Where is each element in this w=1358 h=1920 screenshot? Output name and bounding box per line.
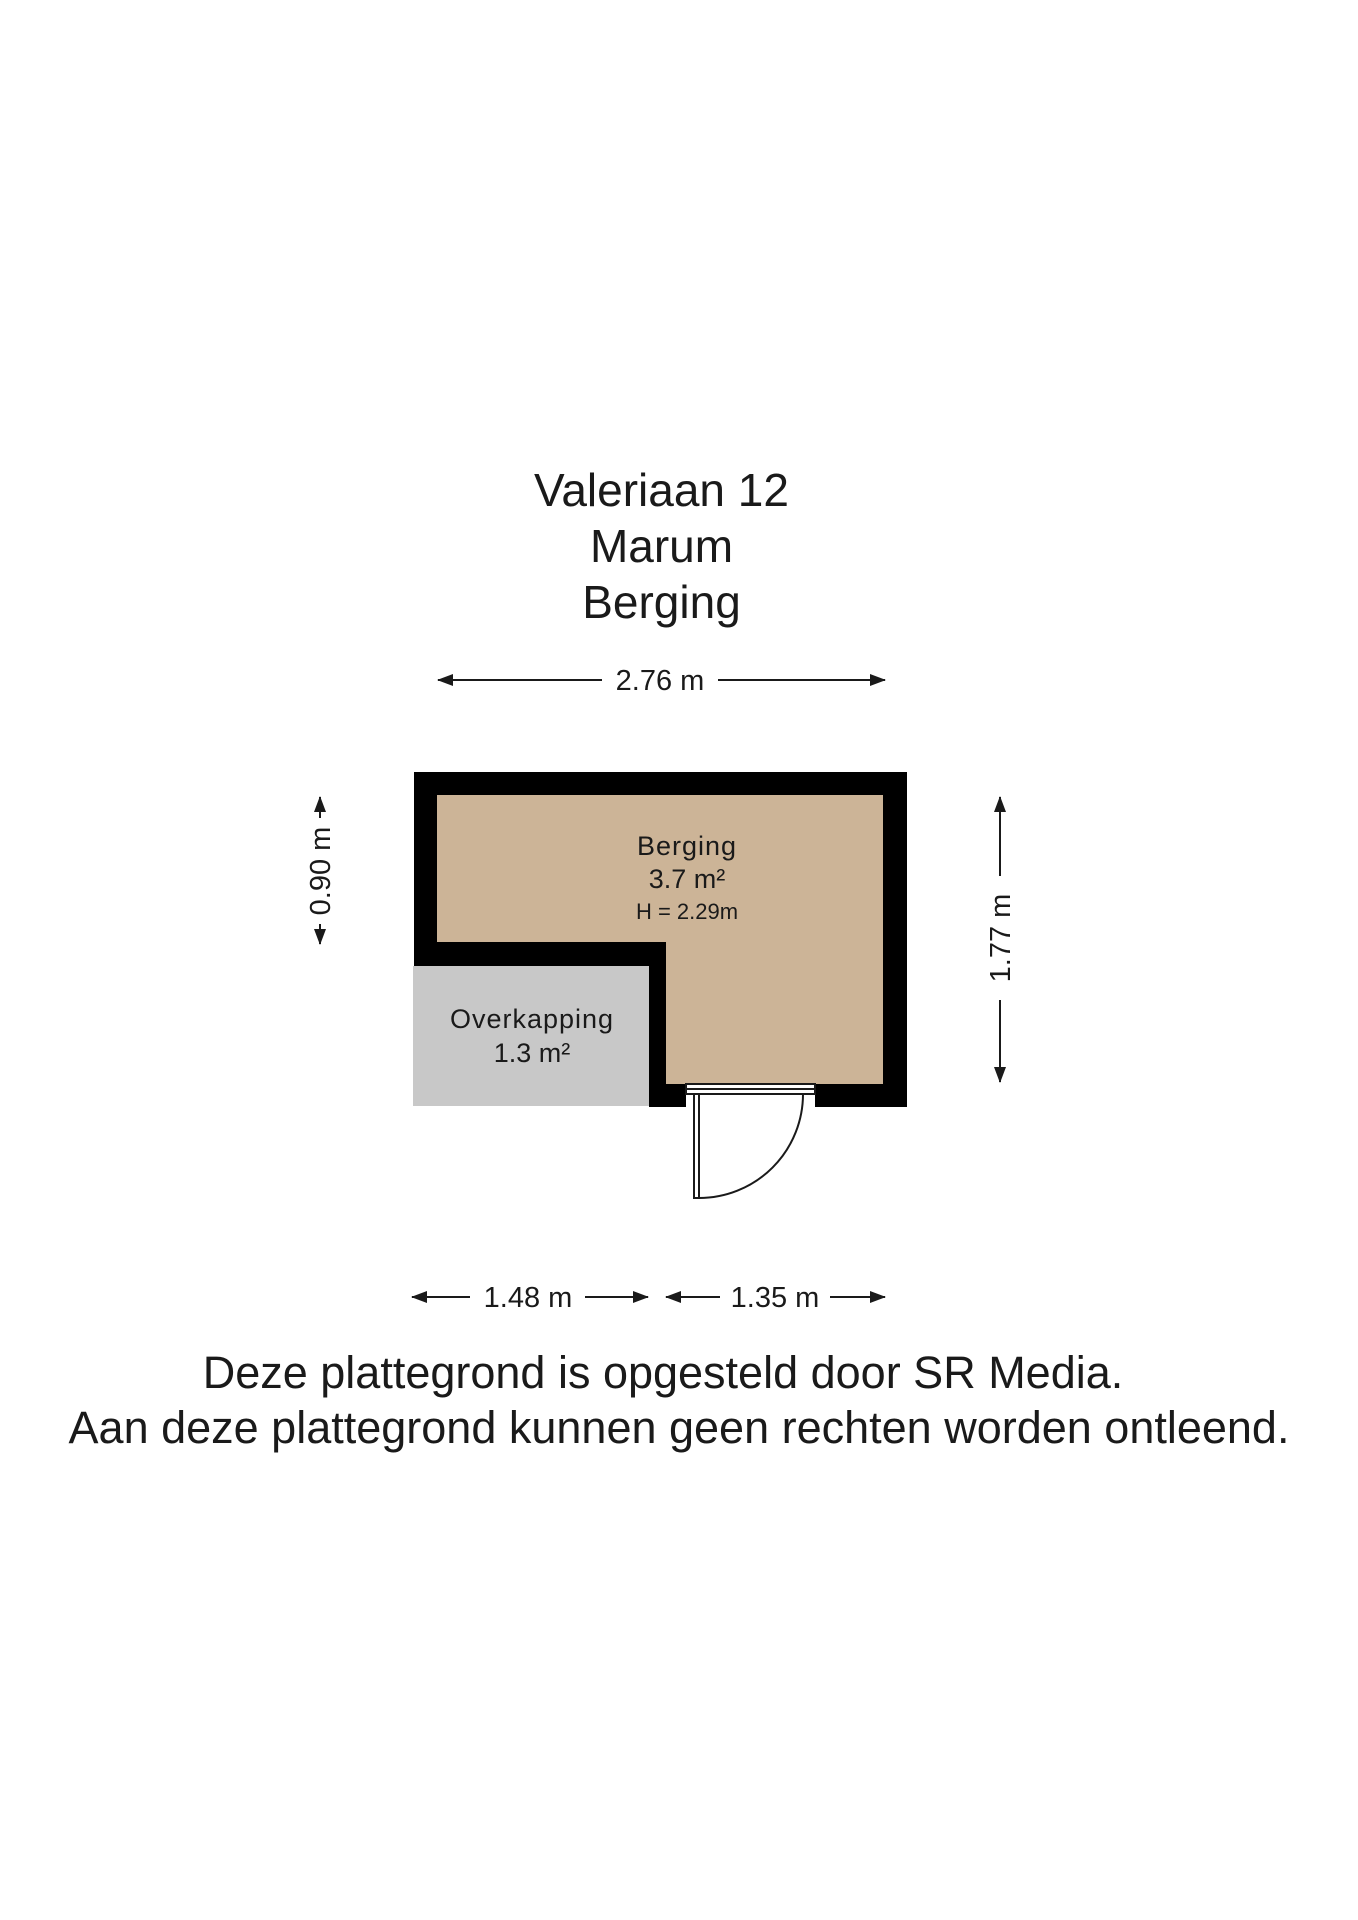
room-berging-height: H = 2.29m	[635, 899, 739, 924]
floor-name: Berging	[582, 576, 741, 628]
room-overkapping-name: Overkapping	[449, 1004, 615, 1034]
dim-top-label: 2.76 m	[615, 665, 705, 697]
room-berging-area: 3.7 m²	[648, 864, 726, 894]
dim-bottom-left-label: 1.48 m	[483, 1282, 573, 1314]
wall-left	[414, 772, 437, 966]
room-overkapping-floor	[413, 966, 649, 1106]
room-berging-name: Berging	[636, 831, 738, 861]
wall-bottom-right	[815, 1084, 907, 1107]
room-overkapping-area: 1.3 m²	[493, 1038, 571, 1068]
dim-right-label: 1.77 m	[985, 893, 1017, 983]
address-city: Marum	[589, 520, 734, 572]
dim-left-label: 0.90 m	[305, 826, 337, 916]
door-swing-arc	[699, 1094, 803, 1198]
disclaimer-line-2: Aan deze plattegrond kunnen geen rechten worden ontleend.	[68, 1402, 1290, 1453]
wall-inner-vertical	[649, 942, 666, 1107]
disclaimer-line-1: Deze plattegrond is opgesteld door SR Media.	[202, 1347, 1124, 1398]
wall-bottom-left	[649, 1084, 686, 1107]
wall-right	[883, 772, 907, 1107]
wall-inner-horizontal	[414, 942, 666, 966]
address-street: Valeriaan 12	[534, 464, 789, 516]
wall-top	[414, 772, 907, 795]
disclaimer	[0, 1345, 1358, 1455]
door-leaf	[694, 1094, 699, 1198]
dim-bottom-right-label: 1.35 m	[730, 1282, 820, 1314]
door	[686, 1084, 815, 1198]
